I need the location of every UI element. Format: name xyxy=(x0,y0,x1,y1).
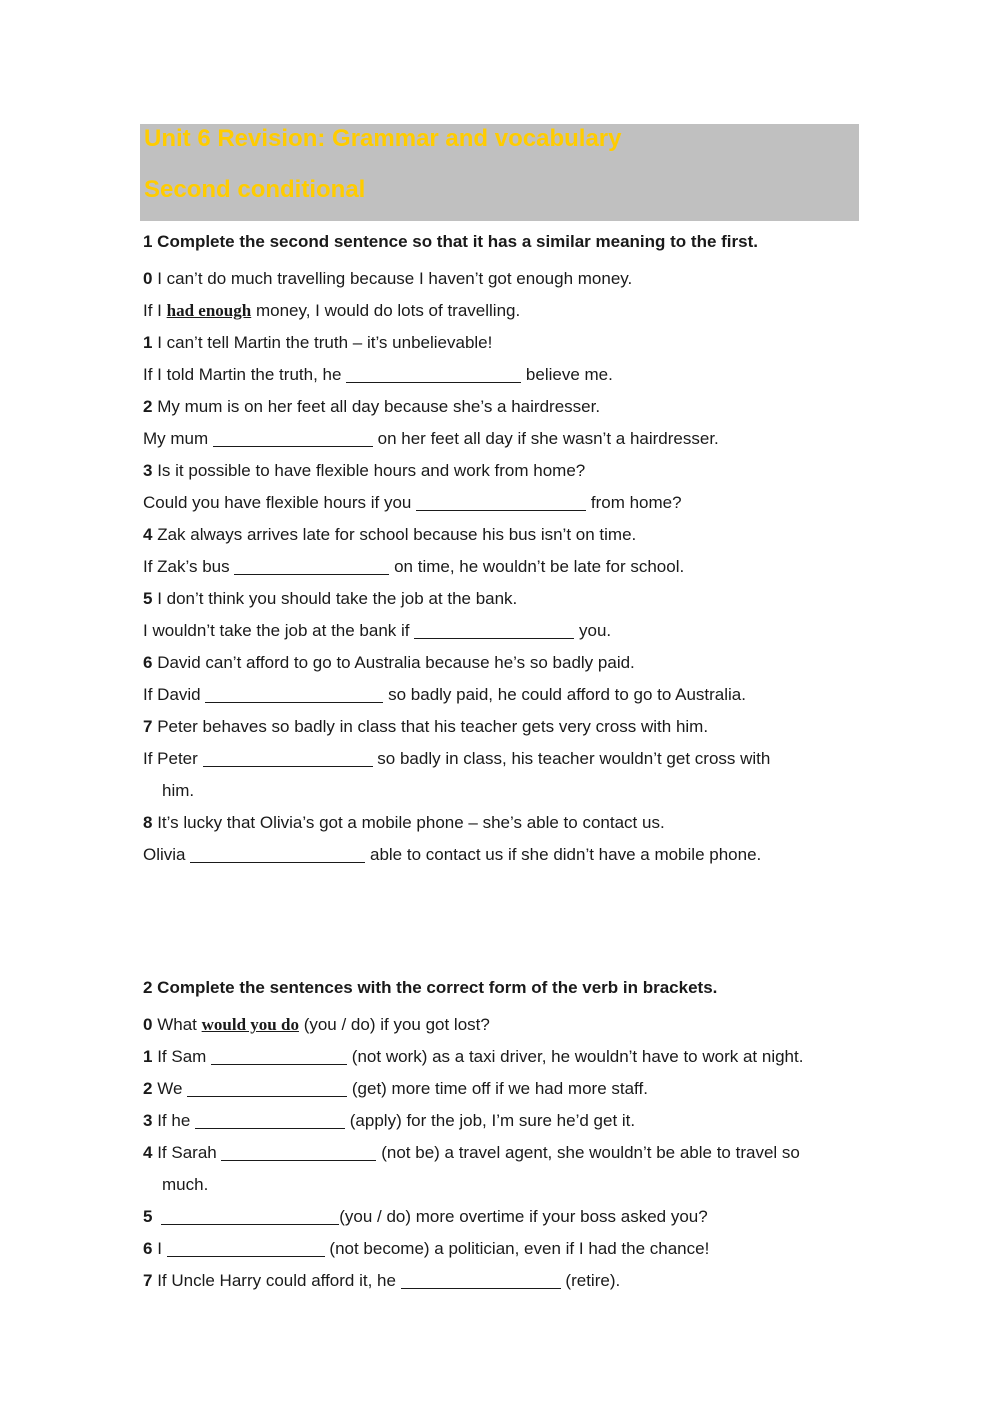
ex1-item-6-prompt xyxy=(143,652,635,674)
item-number: 0 xyxy=(143,269,153,288)
ex1-item-5-sentence xyxy=(143,620,611,642)
ex1-item-7-sentence xyxy=(143,748,770,770)
ex1-item-2-prompt xyxy=(143,396,600,418)
prompt-text: I don’t think you should take the job at the bank. xyxy=(157,589,518,608)
ex1-item-8-sentence xyxy=(143,844,761,866)
answer-blank[interactable] xyxy=(416,494,586,511)
ex2-item-4-wrap: much. xyxy=(162,1175,209,1194)
item-number: 0 xyxy=(143,1015,153,1034)
prompt-text: Is it possible to have flexible hours and work from home? xyxy=(157,461,586,480)
sentence-before: If Zak’s bus xyxy=(143,557,230,576)
sentence-after: (apply) for the job, I’m sure he’d get it. xyxy=(349,1111,636,1130)
sentence-before: Olivia xyxy=(143,845,186,864)
sentence-after: (not become) a politician, even if I had the chance! xyxy=(329,1239,710,1258)
answer-blank[interactable] xyxy=(187,1080,347,1097)
sentence-before: If Sam xyxy=(157,1047,207,1066)
sentence-after: (not be) a travel agent, she wouldn’t be able to travel so xyxy=(381,1143,800,1162)
sentence-before: If he xyxy=(157,1111,191,1130)
item-number: 2 xyxy=(143,397,153,416)
example-answer: would you do xyxy=(201,1015,299,1034)
prompt-text: My mum is on her feet all day because she’s a hairdresser. xyxy=(157,397,601,416)
sentence-before: My mum xyxy=(143,429,209,448)
ex1-example-sentence xyxy=(143,300,520,322)
answer-blank[interactable] xyxy=(346,366,521,383)
sentence-after: money, I would do lots of travelling. xyxy=(255,301,521,320)
sentence-before: If David xyxy=(143,685,201,704)
answer-blank[interactable] xyxy=(211,1048,347,1065)
item-number: 7 xyxy=(143,1271,153,1290)
item-number: 8 xyxy=(143,813,153,832)
exercise-1-instruction: 1 Complete the second sentence so that it has a similar meaning to the first. xyxy=(143,232,758,251)
item-number: 6 xyxy=(143,653,153,672)
sentence-before: If Sarah xyxy=(157,1143,217,1162)
sentence-after: believe me. xyxy=(525,365,613,384)
sentence-before: What xyxy=(157,1015,197,1034)
item-number: 1 xyxy=(143,333,153,352)
ex1-item-4-sentence xyxy=(143,556,684,578)
ex2-example xyxy=(143,1014,490,1036)
sentence-after: from home? xyxy=(590,493,682,512)
ex1-item-2-sentence xyxy=(143,428,719,450)
answer-blank[interactable] xyxy=(190,846,365,863)
item-number: 3 xyxy=(143,1111,153,1130)
ex1-item-7-prompt xyxy=(143,716,708,738)
ex1-item-1-prompt xyxy=(143,332,492,354)
sentence-before: I xyxy=(157,1239,162,1258)
ex2-item-5 xyxy=(143,1206,708,1228)
prompt-text: I can’t tell Martin the truth – it’s unbelievable! xyxy=(157,333,493,352)
answer-blank[interactable] xyxy=(401,1272,561,1289)
worksheet-title: Unit 6 Revision: Grammar and vocabulary xyxy=(144,125,622,152)
prompt-text: David can’t afford to go to Australia because he’s so badly paid. xyxy=(157,653,635,672)
ex2-item-1 xyxy=(143,1046,803,1068)
answer-blank[interactable] xyxy=(213,430,373,447)
ex1-item-3-sentence xyxy=(143,492,682,514)
ex2-item-4 xyxy=(143,1142,800,1164)
example-answer: had enough xyxy=(166,301,252,320)
item-number: 4 xyxy=(143,525,153,544)
sentence-after: so badly paid, he could afford to go to Australia. xyxy=(388,685,746,704)
prompt-text: I can’t do much travelling because I haven’t got enough money. xyxy=(157,269,633,288)
item-number: 3 xyxy=(143,461,153,480)
sentence-after: you. xyxy=(578,621,612,640)
ex2-item-7 xyxy=(143,1270,620,1292)
sentence-before: If Peter xyxy=(143,749,198,768)
sentence-after: (you / do) more overtime if your boss asked you? xyxy=(339,1207,708,1226)
item-number: 7 xyxy=(143,717,153,736)
answer-blank[interactable] xyxy=(221,1144,376,1161)
sentence-after: (not work) as a taxi driver, he wouldn’t have to work at night. xyxy=(351,1047,804,1066)
item-number: 6 xyxy=(143,1239,153,1258)
item-number: 5 xyxy=(143,589,153,608)
sentence-after: on her feet all day if she wasn’t a hairdresser. xyxy=(377,429,719,448)
ex2-item-2 xyxy=(143,1078,648,1100)
item-number: 4 xyxy=(143,1143,153,1162)
sentence-before: I wouldn’t take the job at the bank if xyxy=(143,621,410,640)
ex2-item-3 xyxy=(143,1110,635,1132)
sentence-after: (get) more time off if we had more staff. xyxy=(351,1079,648,1098)
answer-blank[interactable] xyxy=(234,558,389,575)
sentence-after: able to contact us if she didn’t have a mobile phone. xyxy=(369,845,762,864)
sentence-before: Could you have flexible hours if you xyxy=(143,493,412,512)
item-number: 2 xyxy=(143,1079,153,1098)
answer-blank[interactable] xyxy=(167,1240,325,1257)
ex1-item-6-sentence xyxy=(143,684,746,706)
ex1-item-3-prompt xyxy=(143,460,585,482)
answer-blank[interactable] xyxy=(414,622,574,639)
ex1-item-7-wrap: him. xyxy=(162,781,195,800)
sentence-after: so badly in class, his teacher wouldn’t get cross with xyxy=(377,749,771,768)
worksheet-subtitle: Second conditional xyxy=(144,176,366,203)
ex1-item-1-sentence xyxy=(143,364,613,386)
ex1-item-4-prompt xyxy=(143,524,636,546)
answer-blank[interactable] xyxy=(203,750,373,767)
sentence-before: If Uncle Harry could afford it, he xyxy=(157,1271,396,1290)
item-number: 5 xyxy=(143,1207,153,1226)
ex2-item-6 xyxy=(143,1238,709,1260)
prompt-text: It’s lucky that Olivia’s got a mobile phone – she’s able to contact us. xyxy=(157,813,665,832)
ex1-item-5-prompt xyxy=(143,588,517,610)
exercise-2-instruction: 2 Complete the sentences with the correct form of the verb in brackets. xyxy=(143,978,718,997)
sentence-after: (you / do) if you got lost? xyxy=(303,1015,490,1034)
answer-blank[interactable] xyxy=(161,1208,339,1225)
sentence-after: on time, he wouldn’t be late for school. xyxy=(394,557,685,576)
prompt-text: Zak always arrives late for school because his bus isn’t on time. xyxy=(157,525,637,544)
sentence-before: If I xyxy=(143,301,162,320)
sentence-before: We xyxy=(157,1079,183,1098)
ex1-item-8-prompt xyxy=(143,812,665,834)
answer-blank[interactable] xyxy=(195,1112,345,1129)
prompt-text: Peter behaves so badly in class that his teacher gets very cross with him. xyxy=(157,717,709,736)
ex1-example-prompt xyxy=(143,268,632,290)
sentence-before: If I told Martin the truth, he xyxy=(143,365,342,384)
item-number: 1 xyxy=(143,1047,153,1066)
answer-blank[interactable] xyxy=(205,686,383,703)
sentence-after: (retire). xyxy=(565,1271,621,1290)
